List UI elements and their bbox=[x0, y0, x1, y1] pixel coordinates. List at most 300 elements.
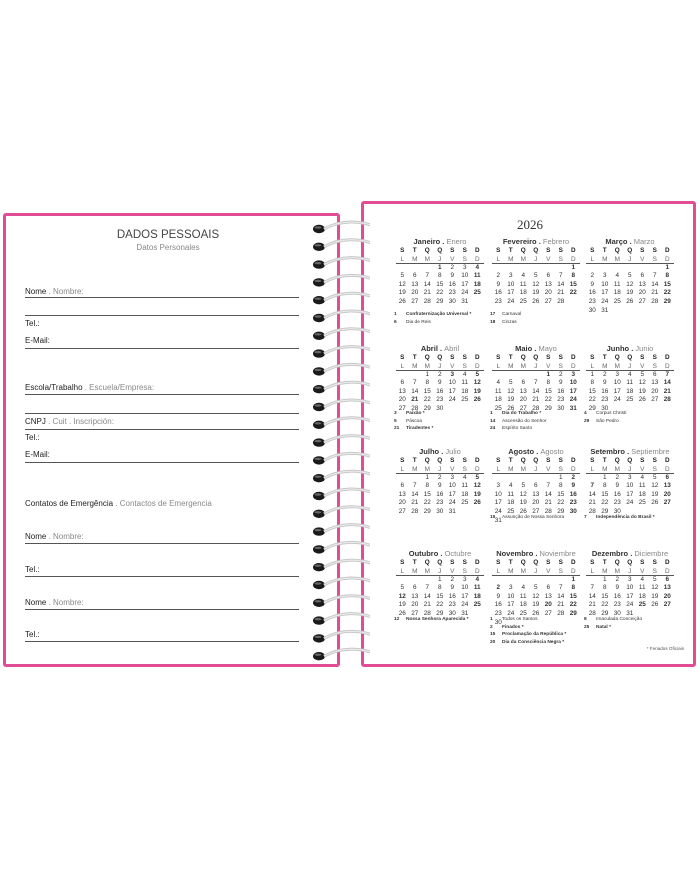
calendar-day[interactable]: 5 bbox=[533, 272, 538, 280]
write-line[interactable] bbox=[25, 348, 299, 349]
calendar-day[interactable]: 4 bbox=[475, 575, 480, 583]
calendar-day[interactable]: 23 bbox=[448, 601, 456, 609]
calendar-day[interactable]: 1 bbox=[590, 370, 595, 378]
calendar-day[interactable]: 26 bbox=[473, 396, 481, 404]
calendar-day[interactable]: 3 bbox=[602, 272, 607, 280]
calendar-day[interactable]: 25 bbox=[519, 297, 527, 305]
calendar-day[interactable]: 26 bbox=[398, 609, 406, 617]
calendar-day[interactable]: 27 bbox=[638, 297, 646, 305]
calendar-day[interactable]: 21 bbox=[532, 396, 540, 404]
calendar-day[interactable]: 3 bbox=[508, 272, 513, 280]
calendar-day[interactable]: 7 bbox=[558, 584, 563, 592]
calendar-day[interactable]: 20 bbox=[411, 289, 419, 297]
calendar-day[interactable]: 11 bbox=[473, 272, 481, 280]
calendar-day[interactable]: 27 bbox=[544, 297, 552, 305]
calendar-day[interactable]: 13 bbox=[411, 592, 419, 600]
calendar-day[interactable]: 10 bbox=[626, 584, 634, 592]
calendar-day[interactable]: 5 bbox=[475, 473, 480, 481]
write-line[interactable] bbox=[25, 413, 299, 414]
calendar-day[interactable]: 15 bbox=[557, 490, 565, 498]
calendar-day[interactable]: 11 bbox=[613, 280, 621, 288]
calendar-day[interactable]: 20 bbox=[398, 499, 406, 507]
calendar-day[interactable]: 3 bbox=[627, 473, 632, 481]
calendar-day[interactable]: 21 bbox=[663, 387, 671, 395]
calendar-day[interactable]: 17 bbox=[601, 289, 609, 297]
calendar-day[interactable]: 2 bbox=[496, 272, 501, 280]
calendar-day[interactable]: 7 bbox=[412, 482, 417, 490]
calendar-day[interactable]: 7 bbox=[546, 482, 551, 490]
calendar-day[interactable]: 1 bbox=[665, 263, 670, 271]
calendar-day[interactable]: 15 bbox=[544, 387, 552, 395]
calendar-day[interactable]: 28 bbox=[411, 507, 419, 515]
calendar-day[interactable]: 12 bbox=[532, 280, 540, 288]
calendar-day[interactable]: 27 bbox=[519, 404, 527, 412]
calendar-day[interactable]: 15 bbox=[423, 490, 431, 498]
calendar-day[interactable]: 13 bbox=[651, 379, 659, 387]
calendar-day[interactable]: 12 bbox=[532, 592, 540, 600]
calendar-day[interactable]: 14 bbox=[423, 280, 431, 288]
calendar-day[interactable]: 24 bbox=[461, 601, 469, 609]
calendar-day[interactable]: 8 bbox=[558, 482, 563, 490]
calendar-day[interactable]: 20 bbox=[532, 499, 540, 507]
calendar-day[interactable]: 9 bbox=[615, 584, 620, 592]
calendar-day[interactable]: 30 bbox=[601, 404, 609, 412]
calendar-day[interactable]: 13 bbox=[398, 387, 406, 395]
calendar-day[interactable]: 10 bbox=[461, 272, 469, 280]
calendar-day[interactable]: 13 bbox=[663, 584, 671, 592]
calendar-day[interactable]: 7 bbox=[665, 370, 670, 378]
calendar-day[interactable]: 25 bbox=[638, 601, 646, 609]
calendar-day[interactable]: 16 bbox=[436, 387, 444, 395]
calendar-day[interactable]: 14 bbox=[544, 490, 552, 498]
calendar-day[interactable]: 22 bbox=[601, 601, 609, 609]
calendar-day[interactable]: 8 bbox=[602, 584, 607, 592]
calendar-day[interactable]: 8 bbox=[437, 584, 442, 592]
calendar-day[interactable]: 2 bbox=[602, 370, 607, 378]
calendar-day[interactable]: 31 bbox=[569, 404, 577, 412]
calendar-day[interactable]: 20 bbox=[663, 592, 671, 600]
calendar-day[interactable]: 14 bbox=[651, 280, 659, 288]
calendar-day[interactable]: 18 bbox=[461, 490, 469, 498]
calendar-day[interactable]: 3 bbox=[450, 473, 455, 481]
calendar-day[interactable]: 2 bbox=[571, 473, 576, 481]
calendar-day[interactable]: 3 bbox=[462, 263, 467, 271]
write-line[interactable] bbox=[25, 462, 299, 463]
calendar-day[interactable]: 26 bbox=[651, 601, 659, 609]
calendar-day[interactable]: 3 bbox=[615, 370, 620, 378]
calendar-day[interactable]: 21 bbox=[588, 601, 596, 609]
calendar-day[interactable]: 22 bbox=[557, 499, 565, 507]
calendar-day[interactable]: 1 bbox=[437, 263, 442, 271]
calendar-day[interactable]: 21 bbox=[651, 289, 659, 297]
calendar-day[interactable]: 8 bbox=[437, 272, 442, 280]
calendar-day[interactable]: 13 bbox=[532, 490, 540, 498]
calendar-day[interactable]: 7 bbox=[652, 272, 657, 280]
calendar-day[interactable]: 17 bbox=[448, 490, 456, 498]
calendar-day[interactable]: 27 bbox=[411, 297, 419, 305]
calendar-day[interactable]: 23 bbox=[613, 499, 621, 507]
calendar-day[interactable]: 23 bbox=[557, 396, 565, 404]
calendar-day[interactable]: 13 bbox=[411, 280, 419, 288]
calendar-day[interactable]: 2 bbox=[450, 263, 455, 271]
calendar-day[interactable]: 3 bbox=[462, 575, 467, 583]
calendar-day[interactable]: 2 bbox=[558, 370, 563, 378]
calendar-day[interactable]: 24 bbox=[601, 297, 609, 305]
calendar-day[interactable]: 6 bbox=[412, 584, 417, 592]
calendar-day[interactable]: 10 bbox=[613, 379, 621, 387]
calendar-day[interactable]: 17 bbox=[461, 592, 469, 600]
calendar-day[interactable]: 4 bbox=[462, 370, 467, 378]
calendar-day[interactable]: 3 bbox=[496, 482, 501, 490]
calendar-day[interactable]: 23 bbox=[588, 297, 596, 305]
calendar-day[interactable]: 9 bbox=[558, 379, 563, 387]
calendar-day[interactable]: 26 bbox=[398, 297, 406, 305]
calendar-day[interactable]: 18 bbox=[638, 592, 646, 600]
calendar-day[interactable]: 17 bbox=[507, 601, 515, 609]
calendar-day[interactable]: 23 bbox=[601, 396, 609, 404]
calendar-day[interactable]: 16 bbox=[557, 387, 565, 395]
calendar-day[interactable]: 17 bbox=[461, 280, 469, 288]
calendar-day[interactable]: 7 bbox=[590, 584, 595, 592]
calendar-day[interactable]: 9 bbox=[496, 280, 501, 288]
calendar-day[interactable]: 31 bbox=[494, 516, 502, 524]
calendar-day[interactable]: 17 bbox=[507, 289, 515, 297]
calendar-day[interactable]: 16 bbox=[494, 289, 502, 297]
calendar-day[interactable]: 16 bbox=[569, 490, 577, 498]
calendar-day[interactable]: 1 bbox=[546, 370, 551, 378]
calendar-day[interactable]: 29 bbox=[569, 609, 577, 617]
calendar-day[interactable]: 9 bbox=[571, 482, 576, 490]
calendar-day[interactable]: 20 bbox=[411, 601, 419, 609]
calendar-day[interactable]: 24 bbox=[461, 289, 469, 297]
calendar-day[interactable]: 5 bbox=[521, 482, 526, 490]
calendar-day[interactable]: 16 bbox=[436, 490, 444, 498]
calendar-day[interactable]: 1 bbox=[425, 473, 430, 481]
calendar-day[interactable]: 31 bbox=[461, 297, 469, 305]
calendar-day[interactable]: 28 bbox=[544, 507, 552, 515]
calendar-day[interactable]: 12 bbox=[626, 280, 634, 288]
calendar-day[interactable]: 19 bbox=[532, 289, 540, 297]
calendar-day[interactable]: 22 bbox=[436, 601, 444, 609]
calendar-day[interactable]: 19 bbox=[626, 289, 634, 297]
calendar-day[interactable]: 11 bbox=[638, 584, 646, 592]
calendar-day[interactable]: 12 bbox=[473, 482, 481, 490]
calendar-day[interactable]: 23 bbox=[569, 499, 577, 507]
calendar-day[interactable]: 12 bbox=[398, 280, 406, 288]
calendar-day[interactable]: 6 bbox=[546, 272, 551, 280]
calendar-day[interactable]: 20 bbox=[519, 396, 527, 404]
calendar-day[interactable]: 19 bbox=[651, 490, 659, 498]
calendar-day[interactable]: 17 bbox=[626, 490, 634, 498]
calendar-day[interactable]: 2 bbox=[615, 575, 620, 583]
calendar-day[interactable]: 19 bbox=[519, 499, 527, 507]
calendar-day[interactable]: 29 bbox=[544, 404, 552, 412]
calendar-day[interactable]: 14 bbox=[588, 592, 596, 600]
calendar-day[interactable]: 30 bbox=[613, 609, 621, 617]
calendar-day[interactable]: 29 bbox=[663, 297, 671, 305]
calendar-day[interactable]: 10 bbox=[569, 379, 577, 387]
calendar-day[interactable]: 1 bbox=[571, 575, 576, 583]
calendar-day[interactable]: 29 bbox=[436, 609, 444, 617]
calendar-day[interactable]: 17 bbox=[613, 387, 621, 395]
calendar-day[interactable]: 28 bbox=[557, 609, 565, 617]
calendar-day[interactable]: 6 bbox=[400, 379, 405, 387]
calendar-day[interactable]: 28 bbox=[423, 297, 431, 305]
calendar-day[interactable]: 3 bbox=[508, 584, 513, 592]
calendar-day[interactable]: 11 bbox=[626, 379, 634, 387]
calendar-day[interactable]: 28 bbox=[532, 404, 540, 412]
calendar-day[interactable]: 11 bbox=[461, 379, 469, 387]
calendar-day[interactable]: 25 bbox=[461, 499, 469, 507]
calendar-day[interactable]: 22 bbox=[601, 499, 609, 507]
calendar-day[interactable]: 12 bbox=[638, 379, 646, 387]
calendar-day[interactable]: 28 bbox=[651, 297, 659, 305]
calendar-day[interactable]: 17 bbox=[448, 387, 456, 395]
calendar-day[interactable]: 27 bbox=[651, 396, 659, 404]
calendar-day[interactable]: 5 bbox=[533, 584, 538, 592]
calendar-day[interactable]: 12 bbox=[507, 387, 515, 395]
calendar-day[interactable]: 11 bbox=[494, 387, 502, 395]
calendar-day[interactable]: 17 bbox=[494, 499, 502, 507]
calendar-day[interactable]: 1 bbox=[602, 473, 607, 481]
calendar-day[interactable]: 4 bbox=[521, 584, 526, 592]
calendar-day[interactable]: 2 bbox=[437, 473, 442, 481]
calendar-day[interactable]: 25 bbox=[494, 404, 502, 412]
calendar-day[interactable]: 18 bbox=[473, 592, 481, 600]
calendar-day[interactable]: 28 bbox=[411, 404, 419, 412]
calendar-day[interactable]: 19 bbox=[398, 601, 406, 609]
calendar-day[interactable]: 1 bbox=[602, 575, 607, 583]
calendar-day[interactable]: 18 bbox=[507, 499, 515, 507]
calendar-day[interactable]: 8 bbox=[590, 379, 595, 387]
calendar-day[interactable]: 23 bbox=[436, 499, 444, 507]
calendar-day[interactable]: 28 bbox=[663, 396, 671, 404]
calendar-day[interactable]: 29 bbox=[436, 297, 444, 305]
calendar-day[interactable]: 11 bbox=[473, 584, 481, 592]
calendar-day[interactable]: 14 bbox=[557, 280, 565, 288]
calendar-day[interactable]: 10 bbox=[626, 482, 634, 490]
calendar-day[interactable]: 10 bbox=[448, 482, 456, 490]
calendar-day[interactable]: 4 bbox=[521, 272, 526, 280]
calendar-day[interactable]: 31 bbox=[626, 609, 634, 617]
calendar-day[interactable]: 14 bbox=[532, 387, 540, 395]
calendar-day[interactable]: 30 bbox=[613, 507, 621, 515]
calendar-day[interactable]: 10 bbox=[448, 379, 456, 387]
calendar-day[interactable]: 16 bbox=[588, 289, 596, 297]
calendar-day[interactable]: 3 bbox=[627, 575, 632, 583]
calendar-day[interactable]: 19 bbox=[638, 387, 646, 395]
calendar-day[interactable]: 7 bbox=[558, 272, 563, 280]
calendar-day[interactable]: 10 bbox=[601, 280, 609, 288]
calendar-day[interactable]: 26 bbox=[651, 499, 659, 507]
calendar-day[interactable]: 4 bbox=[475, 263, 480, 271]
calendar-day[interactable]: 20 bbox=[398, 396, 406, 404]
calendar-day[interactable]: 2 bbox=[496, 584, 501, 592]
calendar-day[interactable]: 18 bbox=[519, 601, 527, 609]
calendar-day[interactable]: 14 bbox=[663, 379, 671, 387]
calendar-day[interactable]: 5 bbox=[400, 272, 405, 280]
write-line[interactable] bbox=[25, 576, 299, 577]
calendar-day[interactable]: 13 bbox=[544, 592, 552, 600]
calendar-day[interactable]: 15 bbox=[601, 490, 609, 498]
calendar-day[interactable]: 21 bbox=[557, 289, 565, 297]
calendar-day[interactable]: 27 bbox=[398, 507, 406, 515]
calendar-day[interactable]: 10 bbox=[461, 584, 469, 592]
calendar-day[interactable]: 25 bbox=[613, 297, 621, 305]
calendar-day[interactable]: 16 bbox=[601, 387, 609, 395]
calendar-day[interactable]: 24 bbox=[507, 609, 515, 617]
calendar-day[interactable]: 16 bbox=[613, 592, 621, 600]
calendar-day[interactable]: 21 bbox=[411, 396, 419, 404]
calendar-day[interactable]: 5 bbox=[652, 575, 657, 583]
calendar-day[interactable]: 20 bbox=[651, 387, 659, 395]
calendar-day[interactable]: 5 bbox=[475, 370, 480, 378]
calendar-day[interactable]: 19 bbox=[473, 387, 481, 395]
calendar-day[interactable]: 27 bbox=[398, 404, 406, 412]
calendar-day[interactable]: 1 bbox=[425, 370, 430, 378]
calendar-day[interactable]: 25 bbox=[626, 396, 634, 404]
calendar-day[interactable]: 26 bbox=[473, 499, 481, 507]
calendar-day[interactable]: 5 bbox=[652, 473, 657, 481]
calendar-day[interactable]: 2 bbox=[615, 473, 620, 481]
calendar-day[interactable]: 5 bbox=[400, 584, 405, 592]
calendar-day[interactable]: 25 bbox=[638, 499, 646, 507]
calendar-day[interactable]: 12 bbox=[473, 379, 481, 387]
calendar-day[interactable]: 8 bbox=[665, 272, 670, 280]
calendar-day[interactable]: 8 bbox=[571, 584, 576, 592]
calendar-day[interactable]: 22 bbox=[423, 396, 431, 404]
calendar-day[interactable]: 11 bbox=[638, 482, 646, 490]
calendar-day[interactable]: 4 bbox=[640, 575, 645, 583]
calendar-day[interactable]: 27 bbox=[411, 609, 419, 617]
calendar-day[interactable]: 21 bbox=[411, 499, 419, 507]
calendar-day[interactable]: 10 bbox=[507, 280, 515, 288]
calendar-day[interactable]: 24 bbox=[626, 601, 634, 609]
calendar-day[interactable]: 14 bbox=[588, 490, 596, 498]
calendar-day[interactable]: 26 bbox=[638, 396, 646, 404]
calendar-day[interactable]: 8 bbox=[602, 482, 607, 490]
calendar-day[interactable]: 23 bbox=[613, 601, 621, 609]
calendar-day[interactable]: 22 bbox=[588, 396, 596, 404]
calendar-day[interactable]: 10 bbox=[507, 592, 515, 600]
calendar-day[interactable]: 3 bbox=[450, 370, 455, 378]
calendar-day[interactable]: 14 bbox=[411, 387, 419, 395]
calendar-day[interactable]: 31 bbox=[448, 507, 456, 515]
calendar-day[interactable]: 4 bbox=[462, 473, 467, 481]
calendar-day[interactable]: 8 bbox=[546, 379, 551, 387]
write-line[interactable] bbox=[25, 543, 299, 544]
calendar-day[interactable]: 14 bbox=[423, 592, 431, 600]
calendar-day[interactable]: 30 bbox=[569, 507, 577, 515]
calendar-day[interactable]: 24 bbox=[448, 396, 456, 404]
calendar-day[interactable]: 12 bbox=[519, 490, 527, 498]
calendar-day[interactable]: 29 bbox=[557, 507, 565, 515]
calendar-day[interactable]: 15 bbox=[569, 592, 577, 600]
calendar-day[interactable]: 28 bbox=[588, 507, 596, 515]
calendar-day[interactable]: 27 bbox=[663, 499, 671, 507]
calendar-day[interactable]: 16 bbox=[494, 601, 502, 609]
calendar-day[interactable]: 25 bbox=[507, 507, 515, 515]
calendar-day[interactable]: 30 bbox=[448, 609, 456, 617]
calendar-day[interactable]: 22 bbox=[663, 289, 671, 297]
calendar-day[interactable]: 23 bbox=[436, 396, 444, 404]
calendar-day[interactable]: 7 bbox=[590, 482, 595, 490]
calendar-day[interactable]: 25 bbox=[473, 601, 481, 609]
calendar-day[interactable]: 1 bbox=[558, 473, 563, 481]
calendar-day[interactable]: 6 bbox=[652, 370, 657, 378]
write-line[interactable] bbox=[25, 394, 299, 395]
calendar-day[interactable]: 18 bbox=[613, 289, 621, 297]
calendar-day[interactable]: 21 bbox=[544, 499, 552, 507]
calendar-day[interactable]: 5 bbox=[508, 379, 513, 387]
calendar-day[interactable]: 27 bbox=[532, 507, 540, 515]
calendar-day[interactable]: 16 bbox=[613, 490, 621, 498]
calendar-day[interactable]: 22 bbox=[569, 601, 577, 609]
calendar-day[interactable]: 20 bbox=[544, 289, 552, 297]
calendar-day[interactable]: 21 bbox=[557, 601, 565, 609]
calendar-day[interactable]: 25 bbox=[461, 396, 469, 404]
calendar-day[interactable]: 15 bbox=[601, 592, 609, 600]
calendar-day[interactable]: 29 bbox=[423, 507, 431, 515]
calendar-day[interactable]: 4 bbox=[508, 482, 513, 490]
calendar-day[interactable]: 17 bbox=[626, 592, 634, 600]
calendar-day[interactable]: 15 bbox=[569, 280, 577, 288]
calendar-day[interactable]: 15 bbox=[436, 280, 444, 288]
calendar-day[interactable]: 22 bbox=[436, 289, 444, 297]
calendar-day[interactable]: 22 bbox=[544, 396, 552, 404]
calendar-day[interactable]: 11 bbox=[507, 490, 515, 498]
write-line[interactable] bbox=[25, 641, 299, 642]
calendar-day[interactable]: 24 bbox=[507, 297, 515, 305]
calendar-day[interactable]: 22 bbox=[423, 499, 431, 507]
calendar-day[interactable]: 6 bbox=[533, 482, 538, 490]
calendar-day[interactable]: 4 bbox=[615, 272, 620, 280]
calendar-day[interactable]: 19 bbox=[532, 601, 540, 609]
calendar-day[interactable]: 13 bbox=[519, 387, 527, 395]
calendar-day[interactable]: 25 bbox=[519, 609, 527, 617]
calendar-day[interactable]: 14 bbox=[557, 592, 565, 600]
calendar-day[interactable]: 14 bbox=[411, 490, 419, 498]
write-line[interactable] bbox=[25, 315, 299, 316]
calendar-day[interactable]: 24 bbox=[626, 499, 634, 507]
calendar-day[interactable]: 12 bbox=[651, 584, 659, 592]
calendar-day[interactable]: 6 bbox=[665, 575, 670, 583]
calendar-day[interactable]: 30 bbox=[494, 618, 502, 626]
calendar-day[interactable]: 19 bbox=[398, 289, 406, 297]
calendar-day[interactable]: 7 bbox=[425, 584, 430, 592]
calendar-day[interactable]: 28 bbox=[423, 609, 431, 617]
calendar-day[interactable]: 8 bbox=[425, 482, 430, 490]
calendar-day[interactable]: 13 bbox=[638, 280, 646, 288]
calendar-day[interactable]: 19 bbox=[473, 490, 481, 498]
calendar-day[interactable]: 31 bbox=[461, 609, 469, 617]
calendar-day[interactable]: 6 bbox=[412, 272, 417, 280]
calendar-day[interactable]: 16 bbox=[448, 280, 456, 288]
calendar-day[interactable]: 18 bbox=[494, 396, 502, 404]
calendar-day[interactable]: 30 bbox=[588, 306, 596, 314]
calendar-day[interactable]: 13 bbox=[398, 490, 406, 498]
calendar-day[interactable]: 6 bbox=[640, 272, 645, 280]
calendar-day[interactable]: 16 bbox=[448, 592, 456, 600]
calendar-day[interactable]: 8 bbox=[425, 379, 430, 387]
calendar-day[interactable]: 26 bbox=[507, 404, 515, 412]
calendar-day[interactable]: 29 bbox=[601, 507, 609, 515]
calendar-day[interactable]: 26 bbox=[626, 297, 634, 305]
calendar-day[interactable]: 19 bbox=[651, 592, 659, 600]
calendar-day[interactable]: 28 bbox=[557, 297, 565, 305]
calendar-day[interactable]: 24 bbox=[569, 396, 577, 404]
calendar-day[interactable]: 13 bbox=[544, 280, 552, 288]
